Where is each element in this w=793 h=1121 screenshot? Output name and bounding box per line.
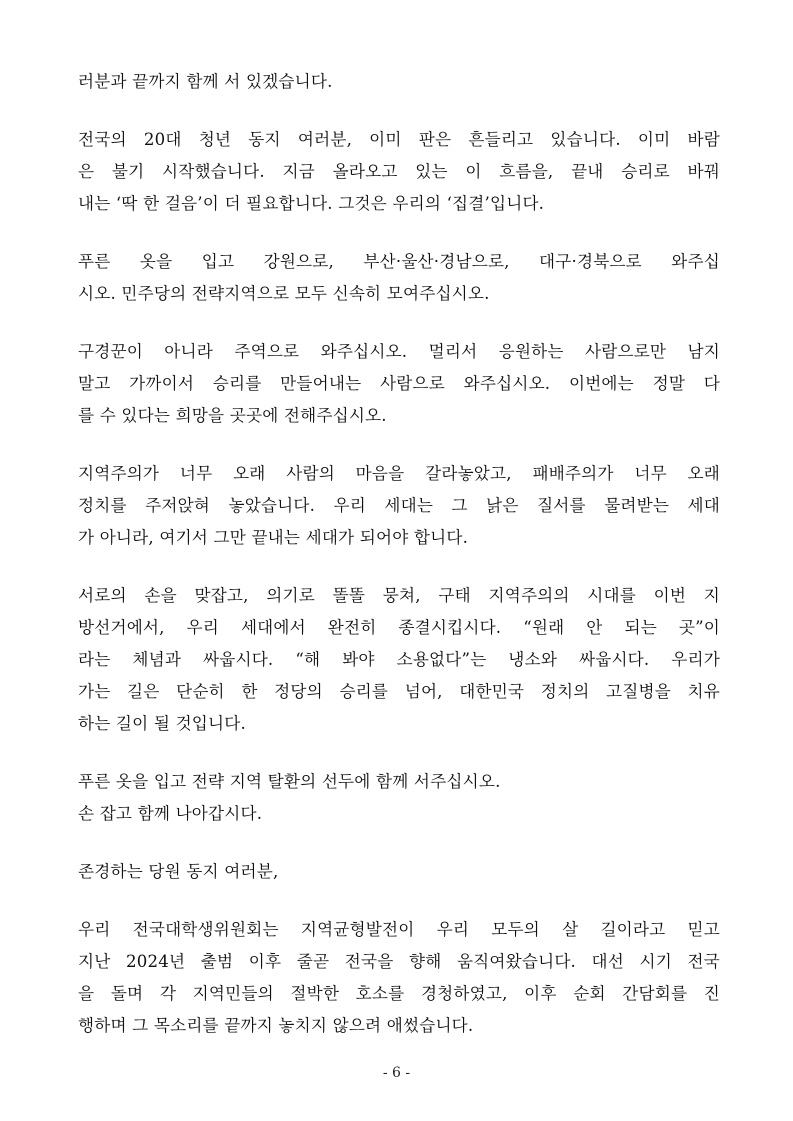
text-line: 구경꾼이 아니라 주역으로 와주십시오. 멀리서 응원하는 사람으로만 남지	[78, 342, 720, 361]
text-line: 전국의 20대 청년 동지 여러분, 이미 판은 흔들리고 있습니다. 이미 바람	[78, 130, 720, 149]
text-line: 존경하는 당원 동지 여러분,	[78, 862, 279, 881]
text-line: 방선거에서, 우리 세대에서 완전히 종결시킵시다. “원래 안 되는 곳”이	[78, 618, 720, 637]
paragraph	[78, 766, 720, 830]
text-line: 푸른 옷을 입고 강원으로, 부산·울산·경남으로, 대구·경북으로 와주십	[78, 252, 720, 271]
text-line: 행하며 그 목소리를 끝까지 놓치지 않으려 애썼습니다.	[78, 1016, 474, 1035]
text-line: 손 잡고 함께 나아갑시다.	[78, 804, 263, 823]
text-line: 지역주의가 너무 오래 사람의 마음을 갈라놓았고, 패배주의가 너무 오래	[78, 464, 720, 483]
paragraph	[78, 66, 720, 98]
text-line: 내는 ‘딱 한 걸음’이 더 필요합니다. 그것은 우리의 ‘집결’입니다.	[78, 194, 545, 213]
paragraph	[78, 246, 720, 310]
text-line: 은 불기 시작했습니다. 지금 올라오고 있는 이 흐름을, 끝내 승리로 바꿔	[78, 162, 720, 181]
text-line: 시오. 민주당의 전략지역으로 모두 신속히 모여주십시오.	[78, 284, 490, 303]
text-line: 를 수 있다는 희망을 곳곳에 전해주십시오.	[78, 406, 387, 425]
text-line: 말고 가까이서 승리를 만들어내는 사람으로 와주십시오. 이번에는 정말 다	[78, 374, 720, 393]
paragraph	[78, 580, 720, 740]
text-line: 우리 전국대학생위원회는 지역균형발전이 우리 모두의 살 길이라고 믿고	[78, 920, 720, 939]
text-line: 지난 2024년 출범 이후 줄곧 전국을 향해 움직여왔습니다. 대선 시기 전국	[78, 952, 720, 971]
page-number: - 6 -	[382, 1065, 411, 1081]
paragraph	[78, 914, 720, 1042]
text-line: 라는 체념과 싸웁시다. “해 봐야 소용없다”는 냉소와 싸웁시다. 우리가	[78, 650, 720, 669]
text-line: 가는 길은 단순히 한 정당의 승리를 넘어, 대한민국 정치의 고질병을 치유	[78, 682, 720, 701]
text-line: 가 아니라, 여기서 그만 끝내는 세대가 되어야 합니다.	[78, 528, 469, 547]
text-line: 서로의 손을 맞잡고, 의기로 똘똘 뭉쳐, 구태 지역주의의 시대를 이번 지	[78, 586, 720, 605]
text-line: 정치를 주저앉혀 놓았습니다. 우리 세대는 그 낡은 질서를 물려받는 세대	[78, 496, 720, 515]
text-line: 푸른 옷을 입고 전략 지역 탈환의 선두에 함께 서주십시오.	[78, 772, 501, 791]
paragraph	[78, 124, 720, 220]
document-body	[78, 66, 720, 1068]
text-line: 하는 길이 될 것입니다.	[78, 714, 246, 733]
text-line: 러분과 끝까지 함께 서 있겠습니다.	[78, 72, 333, 91]
paragraph	[78, 336, 720, 432]
paragraph	[78, 856, 720, 888]
paragraph	[78, 458, 720, 554]
text-line: 을 돌며 각 지역민들의 절박한 호소를 경청하였고, 이후 순회 간담회를 진	[78, 984, 720, 1003]
